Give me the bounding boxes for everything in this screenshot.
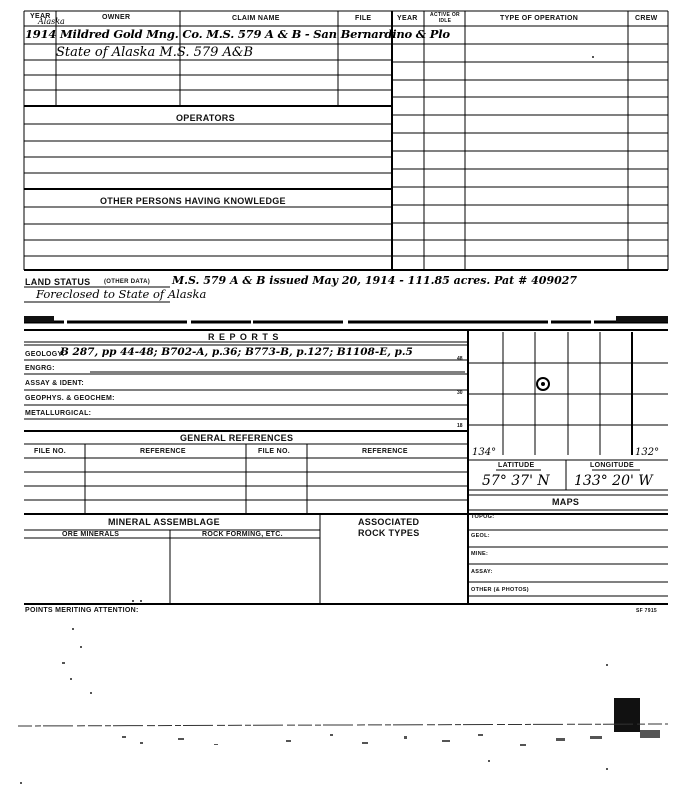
- latitude-value: 57° 37' N: [482, 473, 550, 489]
- associated-label: ASSOCIATED: [358, 517, 420, 527]
- geology-label: GEOLOGY:: [25, 351, 65, 358]
- geophys-geochem-label: GEOPHYS. & GEOCHEM:: [25, 395, 115, 402]
- geology-value: B 287, pp 44-48; B702-A, p.36; B773-B, p.127; B1108-E, p.5: [60, 346, 413, 358]
- handwritten-owner-line-1: 1914 Mildred Gold Mng. Co. M.S. 579 A & B - San Bernardino & Plo: [25, 27, 450, 41]
- handwritten-note-alaska: Alaska: [38, 17, 65, 26]
- general-references-heading: GENERAL REFERENCES: [180, 433, 294, 443]
- ref-col-reference-1: REFERENCE: [140, 448, 186, 455]
- land-status-line-2: Foreclosed to State of Alaska: [36, 287, 207, 301]
- reports-heading: R E P O R T S: [208, 332, 280, 342]
- header-active-idle-label: ACTIVE OR IDLE: [430, 12, 460, 24]
- longitude-label: LONGITUDE: [590, 462, 634, 469]
- ref-col-reference-2: REFERENCE: [362, 448, 408, 455]
- header-owner-label: OWNER: [102, 14, 131, 21]
- land-status-sublabel: (OTHER DATA): [104, 279, 151, 285]
- header-type-of-operation-label: TYPE OF OPERATION: [500, 15, 579, 22]
- operators-heading: OPERATORS: [176, 113, 235, 123]
- land-status-line-1: M.S. 579 A & B issued May 20, 1914 - 111.85 acres. Pat # 409027: [172, 274, 578, 287]
- rock-forming-label: ROCK FORMING, ETC.: [202, 531, 283, 538]
- maps-other-photos-label: OTHER (& PHOTOS): [471, 587, 529, 593]
- report-margin-number-30: 30: [457, 390, 463, 396]
- maps-heading: MAPS: [552, 497, 580, 507]
- mineral-assemblage-heading: MINERAL ASSEMBLAGE: [108, 517, 220, 527]
- assay-ident-label: ASSAY & IDENT:: [25, 380, 85, 387]
- other-persons-heading: OTHER PERSONS HAVING KNOWLEDGE: [100, 196, 286, 206]
- header-year2-label: YEAR: [397, 15, 418, 22]
- header-claim-name-label: CLAIM NAME: [232, 15, 280, 22]
- land-status-label: LAND STATUS: [25, 277, 91, 287]
- map-right-longitude: 132°: [635, 447, 660, 458]
- map-left-longitude: 134°: [472, 447, 497, 458]
- latitude-label: LATITUDE: [498, 462, 535, 469]
- header-file-label: FILE: [355, 15, 372, 22]
- maps-mine-label: MINE:: [471, 551, 489, 557]
- longitude-value: 133° 20' W: [574, 473, 653, 489]
- maps-assay-label: ASSAY:: [471, 569, 493, 575]
- points-meriting-attention-label: POINTS MERITING ATTENTION:: [25, 607, 139, 614]
- ref-col-file-no-2: FILE NO.: [258, 448, 290, 455]
- ore-minerals-label: ORE MINERALS: [62, 531, 120, 538]
- report-margin-number-48: 48: [457, 356, 463, 362]
- form-number: SF 7915: [636, 608, 658, 614]
- maps-geol-label: GEOL:: [471, 533, 490, 539]
- rock-types-label: ROCK TYPES: [358, 528, 420, 538]
- report-margin-number-18: 18: [457, 423, 463, 429]
- handwritten-owner-line-2: State of Alaska M.S. 579 A&B: [56, 45, 254, 60]
- metallurgical-label: METALLURGICAL:: [25, 410, 92, 417]
- engrg-label: ENGRG:: [25, 365, 55, 372]
- header-crew-label: CREW: [635, 15, 658, 22]
- header-year-label: YEAR: [30, 13, 51, 20]
- maps-topog-label: TOPOG:: [471, 514, 495, 520]
- ref-col-file-no-1: FILE NO.: [34, 448, 66, 455]
